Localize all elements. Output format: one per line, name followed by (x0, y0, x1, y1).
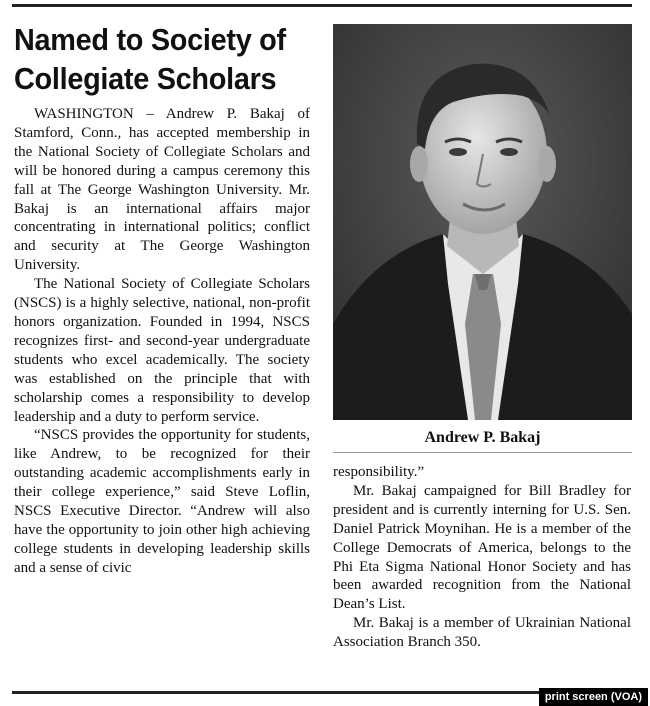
portrait-photo (333, 24, 632, 420)
article-paragraph: Mr. Bakaj is a member of Ukrainian National Association Branch 350. (333, 615, 631, 651)
portrait-illustration (333, 24, 632, 420)
caption-divider (333, 452, 632, 453)
top-rule (12, 4, 632, 7)
article-headline: Named to Society of Collegiate Scholars (14, 22, 286, 96)
article-left-column (14, 105, 310, 578)
article-paragraph: “NSCS provides the opportunity for students, like Andrew, to be recognized for their outstanding academic accomplishments early in their college experience,” said Steve Loflin, NSCS Executive Director. “Andrew will also have the opportunity to join other high achieving college students in developing leadership skills and a sense of civic (14, 427, 310, 576)
article-paragraph: WASHINGTON – Andrew P. Bakaj of Stamford, Conn., has accepted membership in the National Society of Collegiate Scholars and will be honored during a campus ceremony this fall at The George Washington University. Mr. Bakaj is an international affairs major concentrating in international politics; conflict and security at The George Washington University. (14, 106, 310, 274)
article-paragraph: The National Society of Collegiate Scholars (NSCS) is a highly selective, national, non-profit honors organization. Founded in 1994, NSCS recognizes first- and second-year undergraduate students who excel academically. The society was established on the principle that with scholarship comes a responsibility to develop leadership and a duty to perform service. (14, 276, 310, 425)
photo-caption: Andrew P. Bakaj (424, 429, 541, 446)
source-watermark: print screen (VOA) (539, 688, 648, 706)
article-paragraph: Mr. Bakaj campaigned for Bill Bradley for president and is currently interning for U.S. Sen. Daniel Patrick Moynihan. He is a member of the College Democrats of America, belongs to the Phi Eta Sigma National Honor Society and has been awarded recognition from the National Dean’s List. (333, 482, 631, 613)
article-paragraph-continuation: responsibility.” (333, 464, 425, 480)
article-right-column (333, 463, 631, 652)
